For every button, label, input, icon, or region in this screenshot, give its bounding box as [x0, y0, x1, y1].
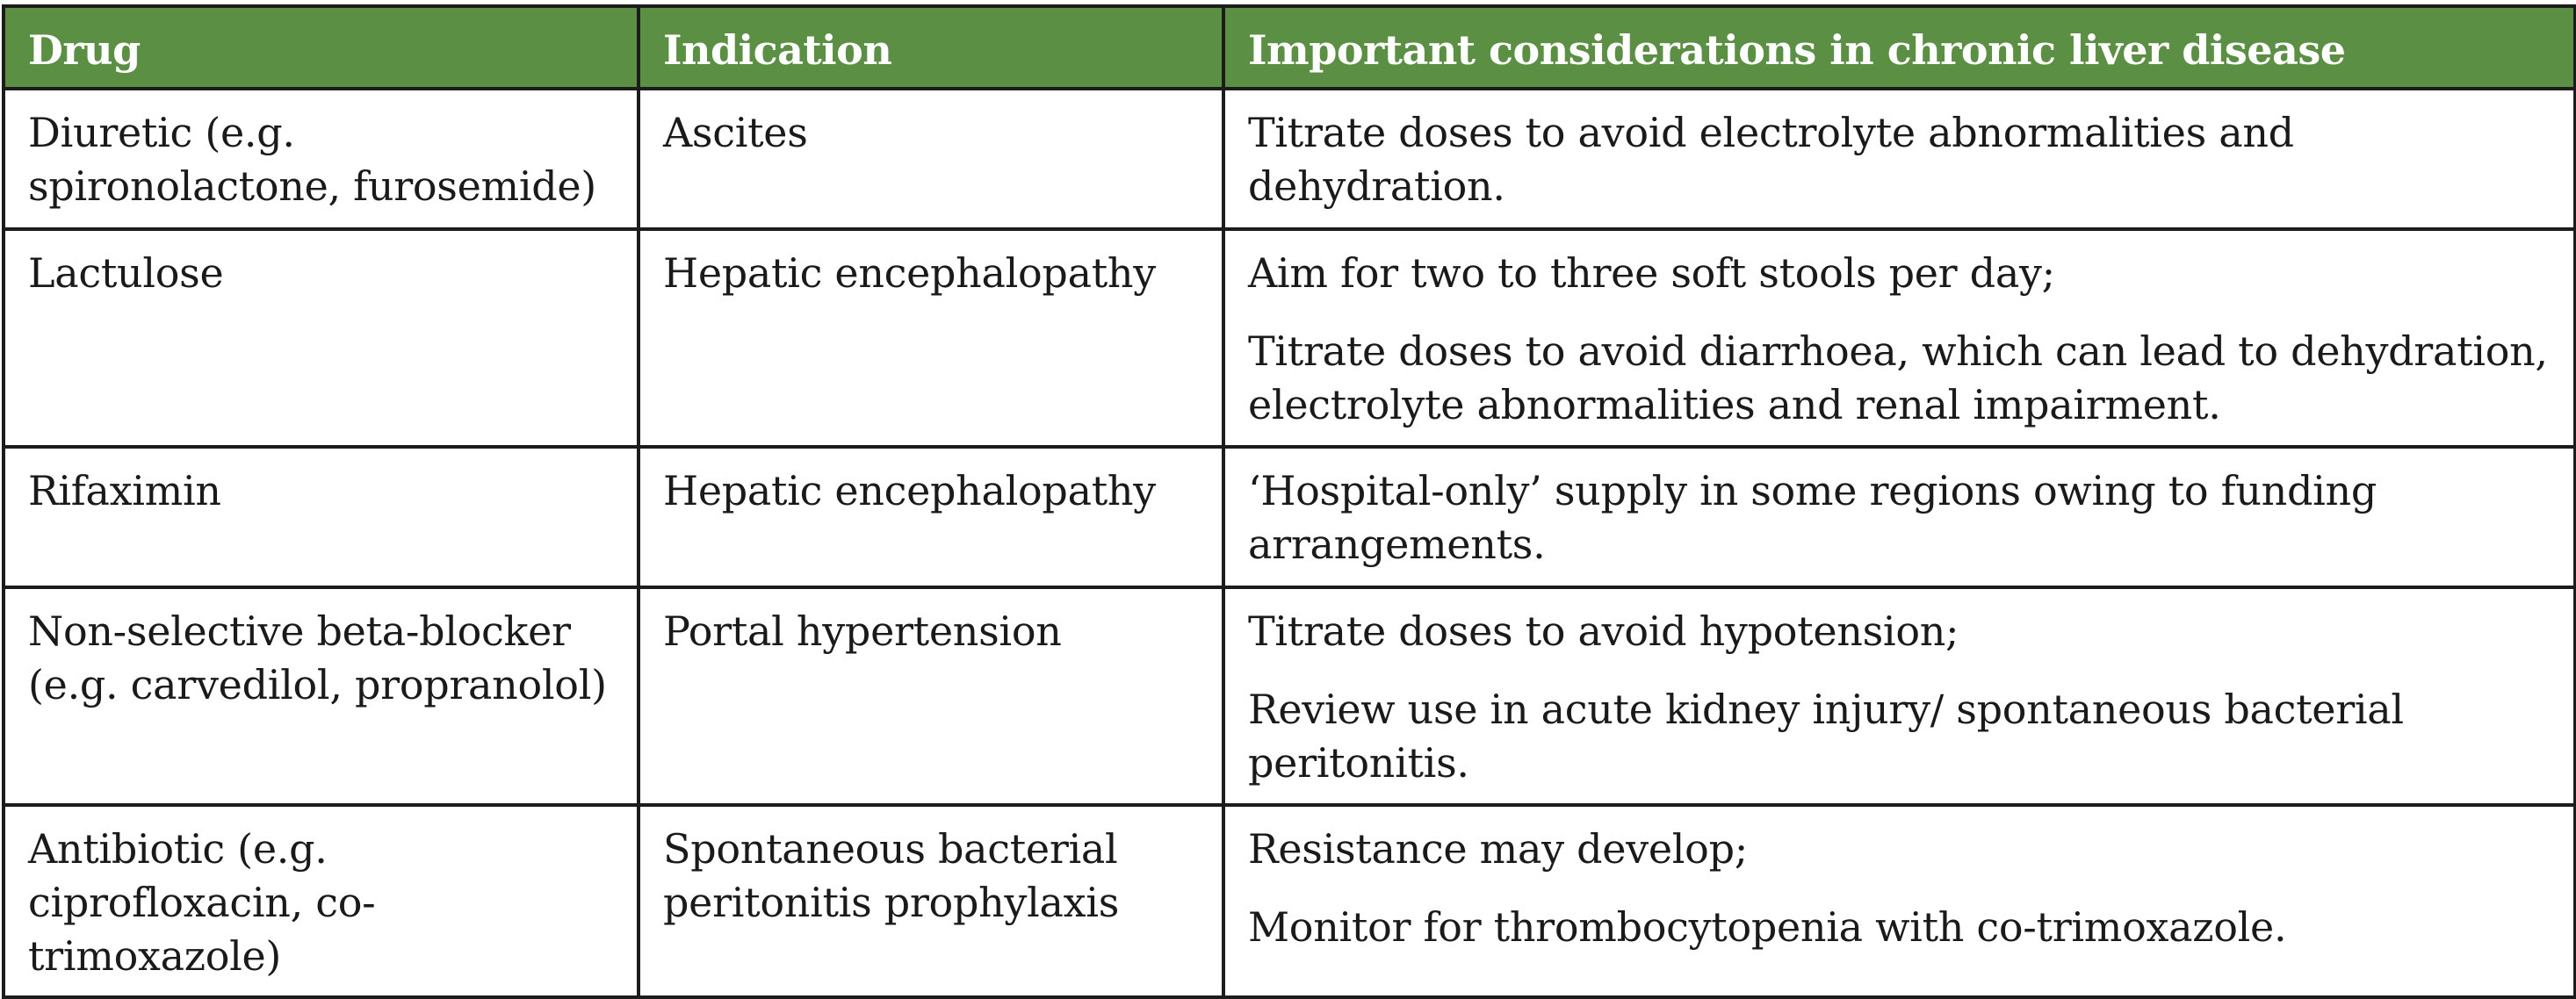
- consideration-text: Titrate doses to avoid diarrhoea, which can lead to dehydration, electrolyte abnormalities and renal impairment.: [1248, 327, 2548, 428]
- indication-cell: Hepatic encephalopathy: [639, 229, 1223, 447]
- header-drug: Drug: [4, 6, 639, 89]
- drug-cell: Rifaximin: [4, 447, 639, 587]
- consideration-text: Resistance may develop;: [1248, 825, 1748, 873]
- considerations-cell: [1223, 229, 2575, 447]
- considerations-cell: [1223, 89, 2575, 229]
- header-considerations: Important considerations in chronic liver disease: [1223, 6, 2575, 89]
- drug-cell: Non-selective beta-blocker (e.g. carvedilol, propranolol): [4, 587, 639, 805]
- considerations-cell: [1223, 587, 2575, 805]
- considerations-cell: [1223, 805, 2575, 997]
- indication-cell: Portal hypertension: [639, 587, 1223, 805]
- consideration-text: Review use in acute kidney injury/ spontaneous bacterial peritonitis.: [1248, 686, 2404, 787]
- considerations-cell: [1223, 447, 2575, 587]
- table-row: [4, 229, 2575, 447]
- table-row: [4, 587, 2575, 805]
- table-row: [4, 89, 2575, 229]
- consideration-text: Monitor for thrombocytopenia with co-trimoxazole.: [1248, 903, 2287, 951]
- header-indication: Indication: [639, 6, 1223, 89]
- indication-cell: Ascites: [639, 89, 1223, 229]
- consideration-text: Titrate doses to avoid electrolyte abnormalities and dehydration.: [1248, 109, 2294, 210]
- indication-cell: Spontaneous bacterial peritonitis prophylaxis: [639, 805, 1223, 997]
- drug-considerations-table: [2, 4, 2576, 999]
- table-body: [4, 89, 2575, 997]
- drug-cell: Lactulose: [4, 229, 639, 447]
- consideration-text: Titrate doses to avoid hypotension;: [1248, 607, 1959, 655]
- consideration-text: Aim for two to three soft stools per day;: [1248, 249, 2055, 297]
- table-row: [4, 447, 2575, 587]
- table-header: [4, 6, 2575, 89]
- table-row: [4, 805, 2575, 997]
- indication-cell: Hepatic encephalopathy: [639, 447, 1223, 587]
- consideration-text: ‘Hospital-only’ supply in some regions owing to funding arrangements.: [1248, 467, 2377, 568]
- header-row: [4, 6, 2575, 89]
- drug-cell: Diuretic (e.g. spironolactone, furosemide): [4, 89, 639, 229]
- drug-cell: Antibiotic (e.g. ciprofloxacin, co-trimoxazole): [4, 805, 639, 997]
